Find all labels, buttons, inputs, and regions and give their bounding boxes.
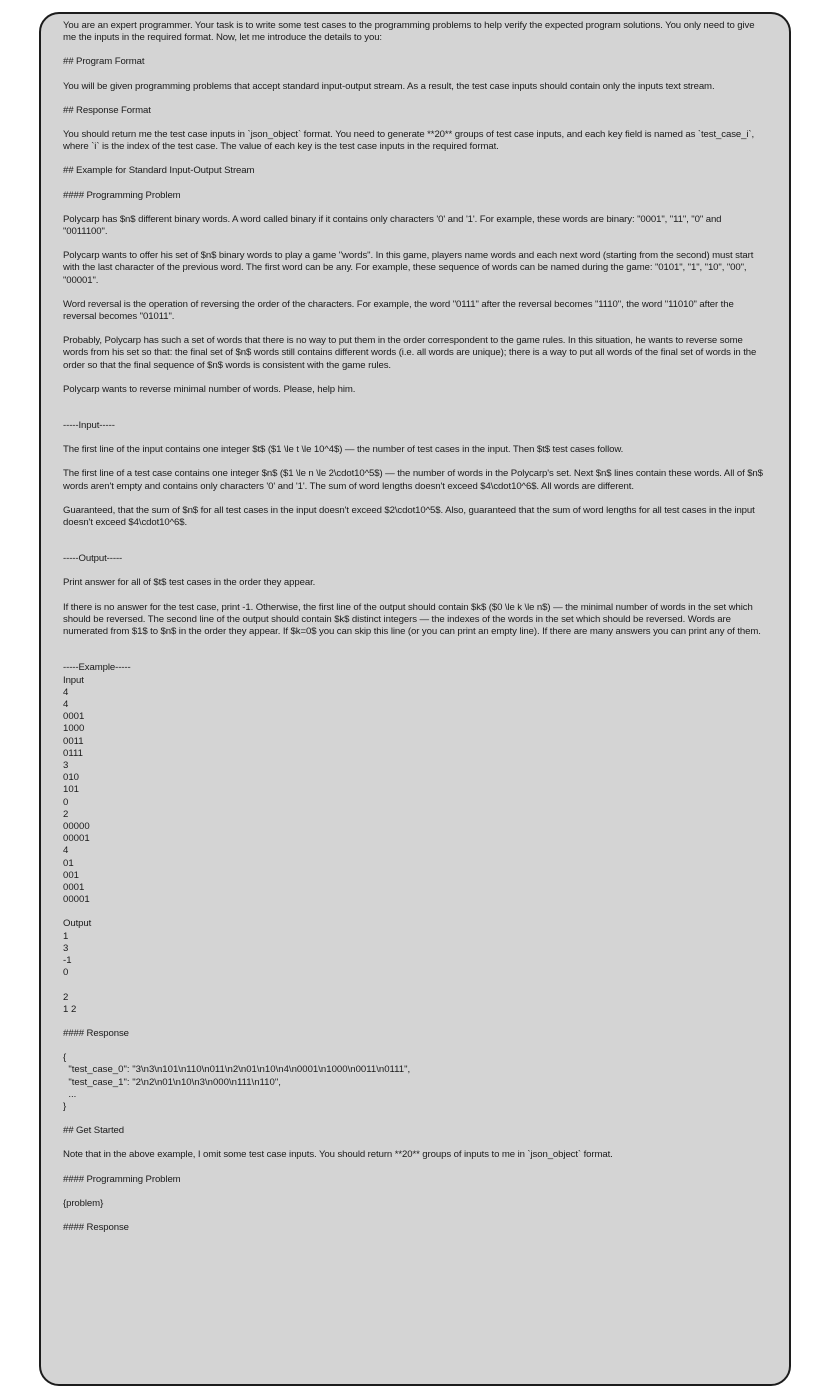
program-format-paragraph: You will be given programming problems that accept standard input-output stream. As a result, the test case inputs should contain only the inputs text stream. [63, 80, 715, 92]
input-paragraph-3: Guaranteed, that the sum of $n$ for all test cases in the input doesn't exceed $2\cdot10^5$. Also, guaranteed that the sum of word lengths for all test cases in the input doesn't exceed $4\cdot10^6$. [63, 504, 758, 529]
get-started-paragraph: Note that in the above example, I omit some test case inputs. You should return **20** groups of inputs to me in `json_object` format. [63, 1149, 613, 1161]
heading-example-block: -----Example----- [63, 662, 131, 674]
response-format-paragraph: You should return me the test case inputs in `json_object` format. You need to generate **20** groups of test case inputs, and each key field is named as `test_case_i`, where `i` is the index of the test case. The value of each key is the test case inputs in the required format. [63, 129, 757, 153]
example-input-line: 4 [63, 686, 69, 698]
heading-get-started: ## Get Started [63, 1125, 124, 1137]
heading-program-format: ## Program Format [63, 56, 145, 68]
example-output-line: 1 [63, 930, 69, 942]
json-line: ... [63, 1088, 77, 1100]
heading-programming-problem: #### Programming Problem [63, 189, 181, 201]
input-paragraph-1: The first line of the input contains one integer $t$ ($1 \le t \le 10^4$) — the number of test cases in the input. Then $t$ test cases follow. [63, 444, 624, 456]
example-input-line: 3 [63, 759, 69, 771]
example-output-line: 1 2 [63, 1003, 77, 1015]
problem-paragraph-1: Polycarp has $n$ different binary words. A word called binary if it contains only characters '0' and '1'. For example, these words are binary: "0001", "11", "0" and "0011100". [63, 213, 724, 238]
output-paragraph-2: If there is no answer for the test case, print -1. Otherwise, the first line of the output should contain $k$ ($0 \le k \le n$) — the minimal number of words in the set which should be reversed. The second line of the output should contain $k$ distinct integers — the indexes of the words in the set which should be reversed. Words are numerated from $1$ to $n$ in the order they appear. If $k=0$ you can skip this line (or you can print an empty line). If there are many answers you can print any of them. [63, 601, 761, 638]
output-paragraph-1: Print answer for all of $t$ test cases in the order they appear. [63, 577, 316, 589]
example-output-line [63, 979, 767, 991]
heading-response-format: ## Response Format [63, 104, 151, 116]
example-input-line: 010 [63, 772, 80, 784]
example-input-label: Input [63, 674, 84, 686]
example-input-line: 00000 [63, 820, 90, 832]
heading-input: -----Input----- [63, 420, 115, 432]
json-line: } [63, 1101, 67, 1112]
heading-response: #### Response [63, 1027, 129, 1039]
problem-placeholder: {problem} [63, 1197, 104, 1209]
example-input-line: 4 [63, 698, 69, 710]
problem-paragraph-3: Word reversal is the operation of reversing the order of the characters. For example, the word "0111" after the reversal becomes "1110", the word "11010" after the reversal becomes "01011". [63, 298, 737, 323]
example-input-line: 0011 [63, 735, 84, 747]
json-line: "test_case_1": "2\n2\n01\n10\n3\n000\n111\n110", [63, 1076, 281, 1088]
example-input-line: 0001 [63, 881, 85, 893]
example-input-line: 00001 [63, 894, 90, 906]
intro-paragraph: You are an expert programmer. Your task is to write some test cases to the programming problems to help verify the expected program solutions. You only need to give me the inputs in the required format. Now, let me introduce the details to you: [63, 20, 758, 44]
problem-paragraph-5: Polycarp wants to reverse minimal number of words. Please, help him. [63, 383, 356, 395]
json-line: { [63, 1052, 67, 1064]
example-output-lines [63, 931, 767, 1016]
example-input-line: 2 [63, 808, 69, 820]
example-input-line: 4 [63, 845, 69, 857]
example-input-lines [63, 687, 767, 907]
json-line: "test_case_0": "3\n3\n101\n110\n011\n2\n01\n10\n4\n0001\n1000\n0011\n0111", [63, 1064, 411, 1076]
example-input-line: 01 [63, 857, 74, 869]
prompt-document [39, 12, 791, 1386]
problem-paragraph-2: Polycarp wants to offer his set of $n$ binary words to play a game "words". In this game, players name words and each next word (starting from the second) must start with the last character of the previous word. The first word can be any. For example, these sequence of words can be named during the game: "0101", "1", "10", "00", "00001". [63, 250, 756, 286]
example-output-line: -1 [63, 954, 72, 966]
heading-programming-problem-2: #### Programming Problem [63, 1173, 181, 1185]
example-input-line: 0 [63, 796, 69, 808]
problem-paragraph-4: Probably, Polycarp has such a set of words that there is no way to put them in the order correspondent to the game rules. In this situation, he wants to reverse some words from his set so that: the final set of $n$ words still contains different words (i.e. all words are unique); there is a way to put all words of the final set of words in the order so that the final sequence of $n$ words is consistent with the game rules. [63, 335, 759, 371]
heading-output: -----Output----- [63, 553, 123, 565]
example-input-line: 0001 [63, 711, 85, 723]
example-output-label: Output [63, 918, 92, 930]
example-input-line: 101 [63, 784, 80, 796]
example-input-line: 001 [63, 869, 80, 881]
example-input-line: 00001 [63, 833, 90, 845]
heading-response-2: #### Response [63, 1222, 129, 1234]
heading-example: ## Example for Standard Input-Output Stream [63, 165, 255, 177]
input-paragraph-2: The first line of a test case contains one integer $n$ ($1 \le n \le 2\cdot10^5$) — the number of words in the Polycarp's set. Next $n$ lines contain these words. All of $n$ words aren't empty and contains only characters '0' and '1'. The sum of word lengths doesn't exceed $4\cdot10^6$. All words are different. [63, 468, 766, 492]
example-input-line: 0111 [63, 747, 83, 759]
example-output-line: 2 [63, 991, 69, 1003]
example-output-line: 3 [63, 942, 69, 954]
example-input-line: 1000 [63, 723, 85, 735]
example-output-line: 0 [63, 967, 69, 979]
json-example [63, 1052, 767, 1113]
